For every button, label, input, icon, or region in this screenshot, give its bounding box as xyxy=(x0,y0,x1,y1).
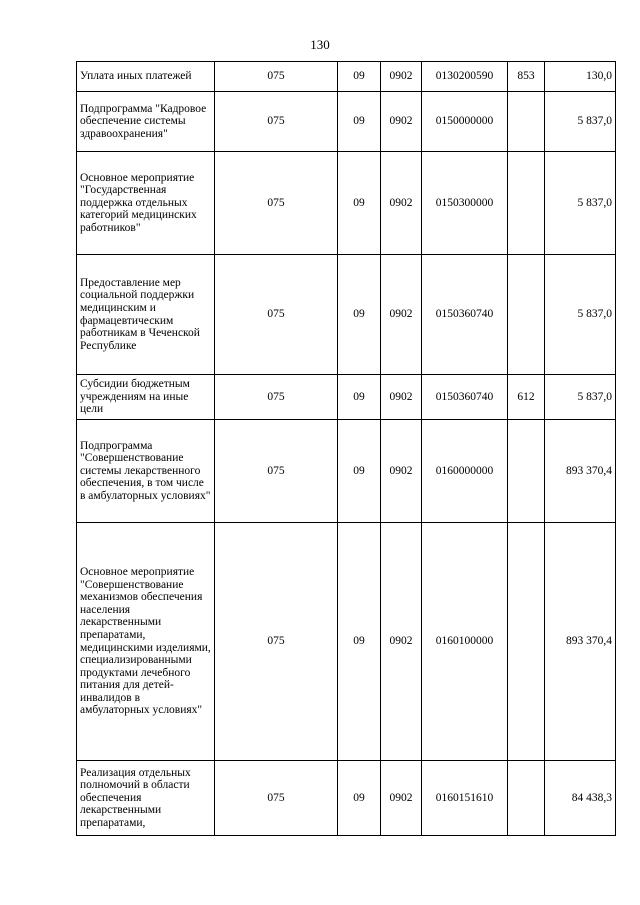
row-ministry-code: 075 xyxy=(215,255,338,375)
row-name: Подпрограмма "Совершенствование системы лекарственного обеспечения, в том числе в амбулаторных условиях" xyxy=(77,420,215,523)
row-ministry-code: 075 xyxy=(215,92,338,152)
page-number: 130 xyxy=(310,37,330,52)
table-row xyxy=(77,62,616,92)
row-amount: 5 837,0 xyxy=(545,152,616,255)
row-subsection-code: 0902 xyxy=(381,62,422,92)
row-amount: 5 837,0 xyxy=(545,255,616,375)
row-section-code: 09 xyxy=(338,375,381,420)
row-target-code: 0150300000 xyxy=(422,152,508,255)
row-ministry-code: 075 xyxy=(215,152,338,255)
row-amount: 130,0 xyxy=(545,62,616,92)
row-section-code: 09 xyxy=(338,92,381,152)
row-subsection-code: 0902 xyxy=(381,92,422,152)
row-name: Уплата иных платежей xyxy=(77,62,215,92)
row-target-code: 0150000000 xyxy=(422,92,508,152)
table-row xyxy=(77,523,616,761)
table-row xyxy=(77,375,616,420)
row-target-code: 0150360740 xyxy=(422,375,508,420)
row-expense-type: 612 xyxy=(508,375,545,420)
row-amount: 5 837,0 xyxy=(545,375,616,420)
row-name: Реализация отдельных полномочий в области обеспечения лекарственными препаратами, xyxy=(77,761,215,836)
row-target-code: 0130200590 xyxy=(422,62,508,92)
table-row xyxy=(77,92,616,152)
row-expense-type xyxy=(508,420,545,523)
row-expense-type xyxy=(508,761,545,836)
row-amount: 893 370,4 xyxy=(545,420,616,523)
row-expense-type: 853 xyxy=(508,62,545,92)
row-amount: 5 837,0 xyxy=(545,92,616,152)
row-ministry-code: 075 xyxy=(215,523,338,761)
row-name: Основное мероприятие "Государственная поддержка отдельных категорий медицинских работников" xyxy=(77,152,215,255)
table-row xyxy=(77,761,616,836)
row-name: Субсидии бюджетным учреждениям на иные цели xyxy=(77,375,215,420)
row-subsection-code: 0902 xyxy=(381,761,422,836)
row-amount: 84 438,3 xyxy=(545,761,616,836)
table-row xyxy=(77,255,616,375)
row-subsection-code: 0902 xyxy=(381,523,422,761)
row-expense-type xyxy=(508,92,545,152)
row-name: Подпрограмма "Кадровое обеспечение системы здравоохранения" xyxy=(77,92,215,152)
row-section-code: 09 xyxy=(338,761,381,836)
row-target-code: 0160000000 xyxy=(422,420,508,523)
row-subsection-code: 0902 xyxy=(381,375,422,420)
row-section-code: 09 xyxy=(338,523,381,761)
row-section-code: 09 xyxy=(338,255,381,375)
row-section-code: 09 xyxy=(338,152,381,255)
table-row xyxy=(77,152,616,255)
row-ministry-code: 075 xyxy=(215,761,338,836)
row-section-code: 09 xyxy=(338,420,381,523)
row-ministry-code: 075 xyxy=(215,62,338,92)
row-target-code: 0150360740 xyxy=(422,255,508,375)
row-name: Предоставление мер социальной поддержки медицинским и фармацевтическим работникам в Чеченской Республике xyxy=(77,255,215,375)
row-expense-type xyxy=(508,152,545,255)
row-subsection-code: 0902 xyxy=(381,255,422,375)
budget-table xyxy=(76,61,616,836)
row-section-code: 09 xyxy=(338,62,381,92)
row-expense-type xyxy=(508,255,545,375)
row-ministry-code: 075 xyxy=(215,420,338,523)
row-amount: 893 370,4 xyxy=(545,523,616,761)
row-subsection-code: 0902 xyxy=(381,420,422,523)
row-target-code: 0160100000 xyxy=(422,523,508,761)
table-row xyxy=(77,420,616,523)
row-subsection-code: 0902 xyxy=(381,152,422,255)
row-name: Основное мероприятие "Совершенствование механизмов обеспечения населения лекарственными препаратами, медицинскими изделиями, специализированными продуктами лечебного питания для детей-инвалидов в амбулаторных условиях" xyxy=(77,523,215,761)
row-target-code: 0160151610 xyxy=(422,761,508,836)
row-expense-type xyxy=(508,523,545,761)
row-ministry-code: 075 xyxy=(215,375,338,420)
